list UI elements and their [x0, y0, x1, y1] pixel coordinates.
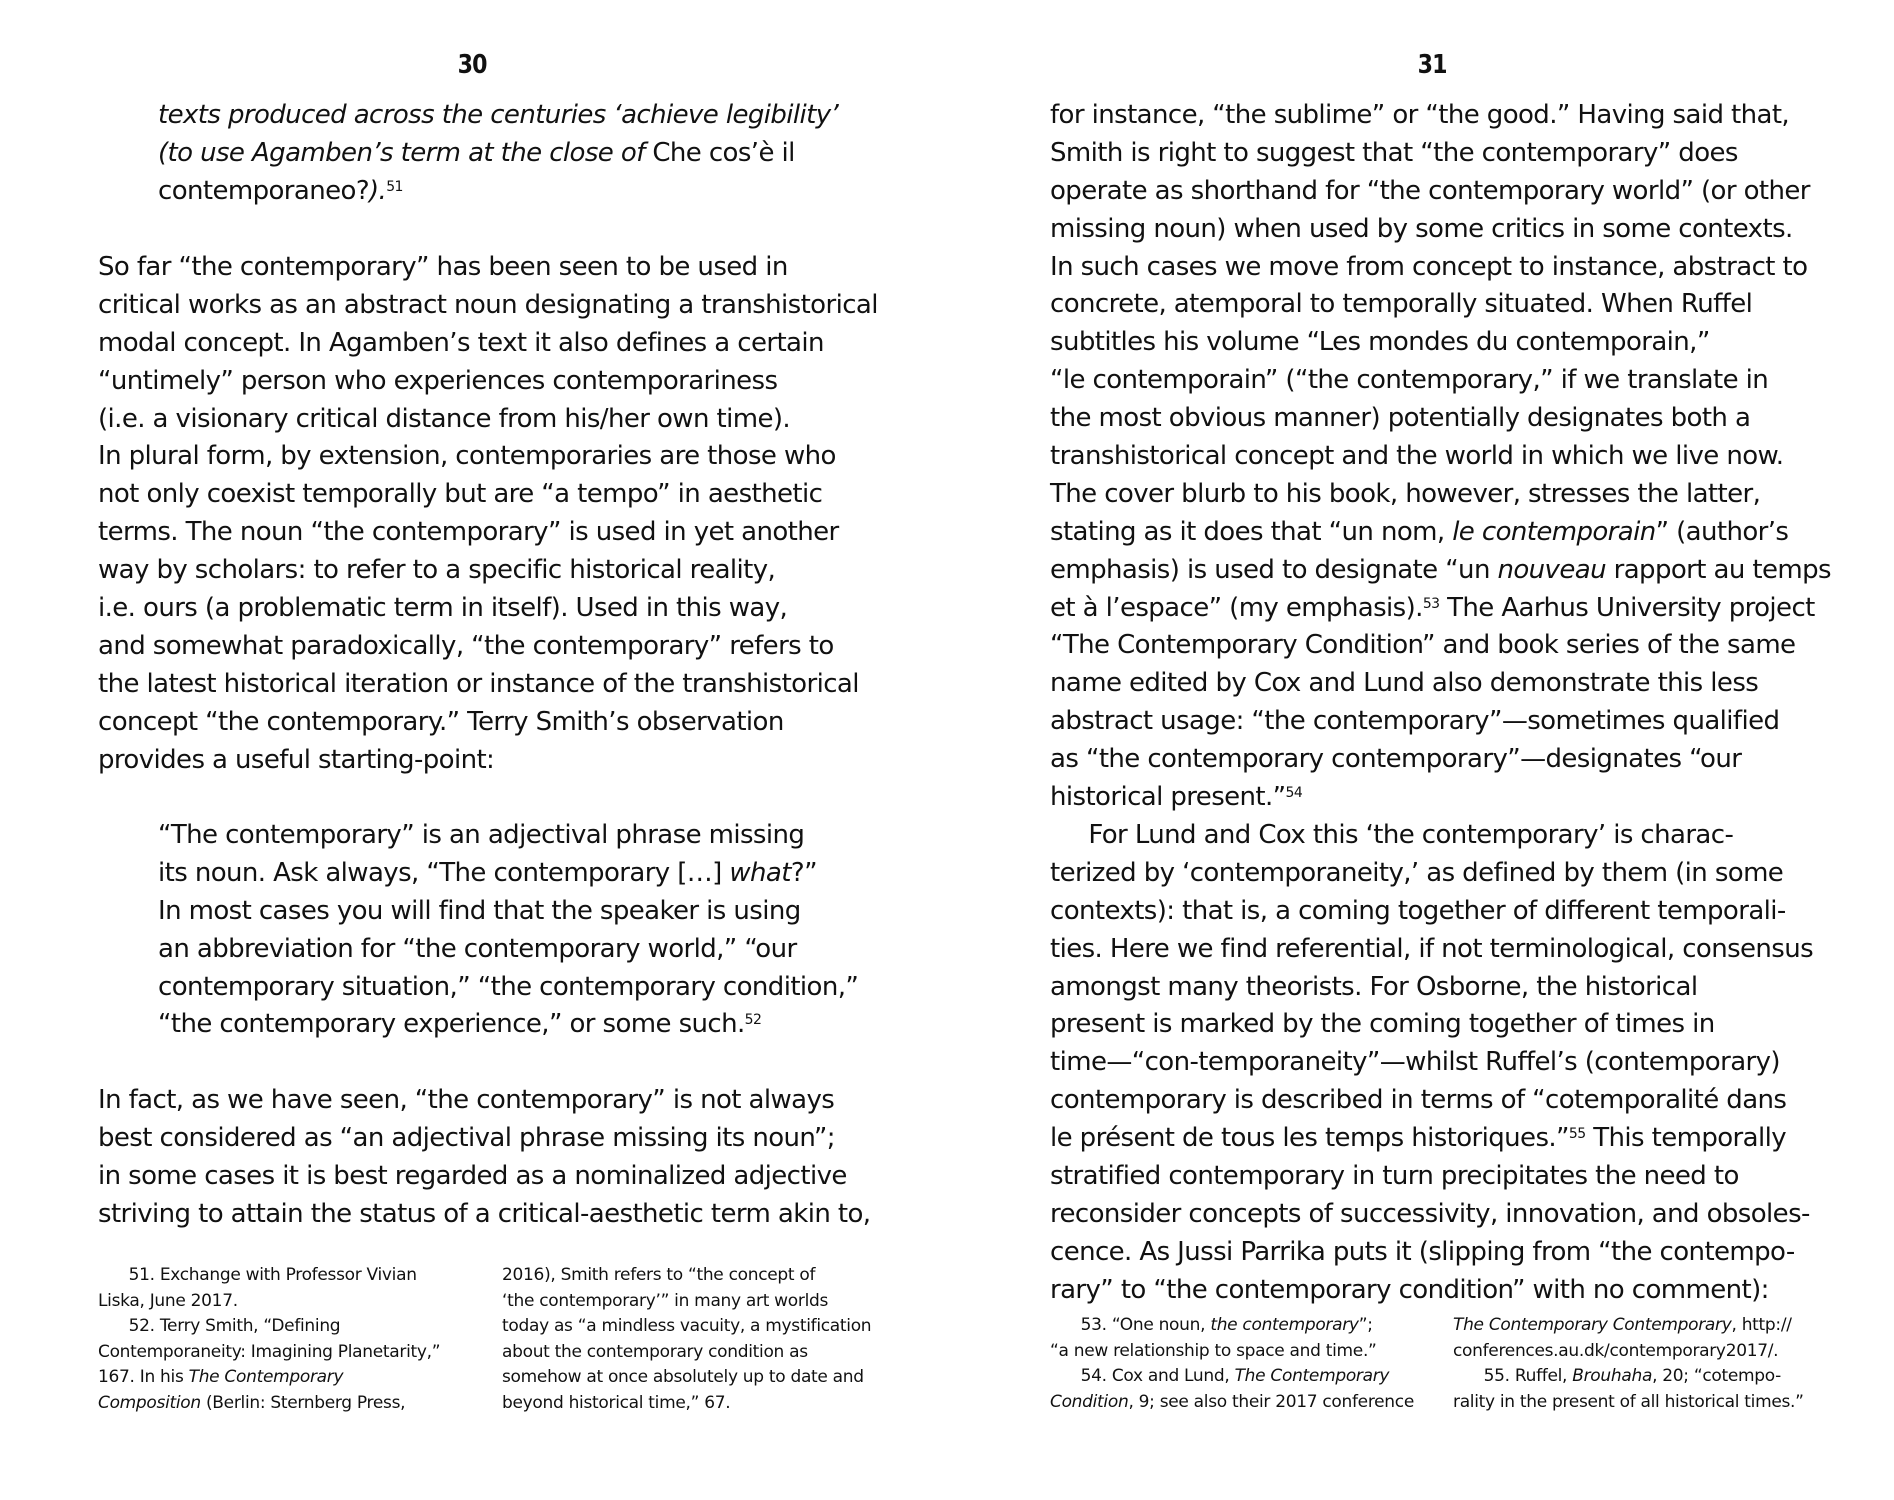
page-number: 31	[1417, 50, 1447, 80]
text-line: 53. “One noun, the contemporary”;	[1050, 1315, 1373, 1335]
text-line: subtitles his volume “Les mondes du contemporain,”	[1050, 327, 1710, 358]
text-line: For Lund and Cox this ‘the contemporary’ is charac-	[1050, 820, 1734, 850]
text-line: best considered as “an adjectival phrase missing its noun”;	[98, 1122, 835, 1153]
quote-continuation	[158, 97, 838, 211]
text-line: amongst many theorists. For Osborne, the historical	[1050, 971, 1698, 1002]
text-line: 2016), Smith refers to “the concept of	[502, 1265, 816, 1285]
text-line: ‘the contemporary’” in many art worlds	[502, 1290, 829, 1311]
text-line: 52. Terry Smith, “Defining	[98, 1316, 341, 1336]
text-line: not only coexist temporally but are “a tempo” in aesthetic	[98, 479, 823, 510]
text-line: Smith is right to suggest that “the contemporary” does	[1050, 137, 1738, 168]
text-line: terms. The noun “the contemporary” is used in yet another	[98, 517, 839, 548]
text-line: stratified contemporary in turn precipitates the need to	[1050, 1161, 1739, 1192]
text-line: (i.e. a visionary critical distance from his/her own time).	[98, 403, 791, 434]
text-line: missing noun) when used by some critics in some contexts.	[1050, 213, 1793, 244]
text-line: In most cases you will find that the speaker is using	[158, 895, 801, 926]
text-line: the latest historical iteration or instance of the transhistorical	[98, 668, 859, 699]
text-line: an abbreviation for “the contemporary world,” “our	[158, 933, 797, 964]
footnote-ref: 55	[1568, 1126, 1586, 1143]
text-line: Liska, June 2017.	[98, 1290, 238, 1311]
paragraph	[98, 249, 878, 779]
text-line: Contemporaneity: Imagining Planetarity,”	[98, 1341, 441, 1362]
paragraph	[98, 1082, 870, 1234]
text-line: contemporary is described in terms of “cotemporalité dans	[1050, 1085, 1787, 1116]
text-line: emphasis) is used to designate “un nouveau rapport au temps	[1050, 554, 1831, 585]
text-line: about the contemporary condition as	[502, 1341, 808, 1362]
block-quote	[158, 817, 858, 1044]
text-line: beyond historical time,” 67.	[502, 1392, 731, 1413]
text-line: i.e. ours (a problematic term in itself). Used in this way,	[98, 593, 788, 624]
text-line: rary” to “the contemporary condition” with no comment):	[1050, 1274, 1769, 1305]
text-line: conferences.au.dk/contemporary2017/.	[1453, 1340, 1779, 1361]
text-line: terized by ‘contemporaneity,’ as defined by them (in some	[1050, 857, 1784, 888]
text-line: contemporaneo?).$^{51}$	[158, 175, 403, 206]
text-line: modal concept. In Agamben’s text it also defines a certain	[98, 327, 824, 358]
text-line: abstract usage: “the contemporary”—sometimes qualified	[1050, 706, 1780, 737]
text-line: The cover blurb to his book, however, stresses the latter,	[1050, 478, 1761, 509]
footnote-ref: 53	[1422, 595, 1440, 612]
text-line: In fact, as we have seen, “the contemporary” is not always	[98, 1085, 835, 1115]
text-line: somehow at once absolutely up to date and	[502, 1367, 864, 1387]
text-line: contexts): that is, a coming together of different temporali-	[1050, 895, 1786, 926]
footnotes-column-1	[1050, 1313, 1414, 1415]
text-line: contemporary situation,” “the contemporary condition,”	[158, 971, 859, 1002]
footnotes-column-2	[502, 1263, 902, 1416]
footnotes-column-1	[98, 1263, 458, 1416]
text-line: “The contemporary” is an adjectival phrase missing	[158, 820, 805, 850]
text-line: In such cases we move from concept to instance, abstract to	[1050, 251, 1808, 282]
text-line: le présent de tous les temps historiques.”$^{55}$ This temporally	[1050, 1123, 1786, 1154]
text-line: historical present.”$^{54}$	[1050, 782, 1303, 813]
text-line: “untimely” person who experiences contemporariness	[98, 365, 778, 396]
footnote-ref: 51	[386, 178, 403, 195]
text-line: stating as it does that “un nom, le contemporain” (author’s	[1050, 516, 1789, 547]
text-line: the most obvious manner) potentially designates both a	[1050, 403, 1751, 434]
text-line: operate as shorthand for “the contemporary world” (or other	[1050, 175, 1810, 206]
text-line: In plural form, by extension, contemporaries are those who	[98, 441, 836, 472]
text-line: concept “the contemporary.” Terry Smith’s observation	[98, 706, 784, 737]
text-line: rality in the present of all historical times.”	[1453, 1391, 1804, 1412]
paragraph	[1050, 97, 1831, 817]
text-line: 167. In his The Contemporary	[98, 1367, 344, 1387]
text-line: present is marked by the coming together of times in	[1050, 1009, 1715, 1040]
text-line: Condition, 9; see also their 2017 conference	[1050, 1391, 1414, 1412]
text-line: “The Contemporary Condition” and book series of the same	[1050, 630, 1796, 661]
text-line: transhistorical concept and the world in which we live now.	[1050, 441, 1784, 472]
text-line: name edited by Cox and Lund also demonstrate this less	[1050, 668, 1759, 699]
text-line: as “the contemporary contemporary”—designates “our	[1050, 744, 1742, 775]
text-line: cence. As Jussi Parrika puts it (slipping from “the contempo-	[1050, 1236, 1795, 1267]
text-line: “le contemporain” (“the contemporary,” if we translate in	[1050, 365, 1769, 396]
text-line: 54. Cox and Lund, The Contemporary	[1050, 1366, 1390, 1386]
text-line: (to use Agamben’s term at the close of Che cos’è il	[158, 137, 795, 168]
footnote-ref: 52	[744, 1012, 762, 1029]
paragraph	[1050, 817, 1813, 1310]
text-line: ties. Here we find referential, if not terminological, consensus	[1050, 933, 1814, 964]
text-line: in some cases it is best regarded as a nominalized adjective	[98, 1160, 847, 1191]
text-line: provides a useful starting-point:	[98, 744, 495, 775]
text-line: 51. Exchange with Professor Vivian	[98, 1265, 417, 1285]
text-line: “the contemporary experience,” or some such.$^{52}$	[158, 1009, 762, 1040]
page-number: 30	[457, 50, 487, 80]
text-line: concrete, atemporal to temporally situated. When Ruffel	[1050, 289, 1753, 320]
text-line: texts produced across the centuries ‘achieve legibility’	[158, 100, 839, 130]
text-line: The Contemporary Contemporary, http://	[1453, 1315, 1792, 1335]
footnotes-column-2	[1453, 1313, 1853, 1415]
right-page	[947, 0, 1894, 1500]
text-line: critical works as an abstract noun designating a transhistorical	[98, 289, 878, 320]
text-line: its noun. Ask always, “The contemporary […] what?”	[158, 857, 817, 888]
text-line: reconsider concepts of successivity, innovation, and obsoles-	[1050, 1198, 1810, 1229]
footnote-ref: 54	[1285, 785, 1303, 802]
text-line: 55. Ruffel, Brouhaha, 20; “cotempo-	[1453, 1366, 1782, 1386]
text-line: way by scholars: to refer to a specific historical reality,	[98, 555, 776, 586]
text-line: striving to attain the status of a critical-aesthetic term akin to,	[98, 1198, 871, 1229]
text-line: et à l’espace” (my emphasis).$^{53}$ The Aarhus University project	[1050, 592, 1815, 623]
text-line: “a new relationship to space and time.”	[1050, 1340, 1377, 1361]
text-line: for instance, “the sublime” or “the good.” Having said that,	[1050, 100, 1790, 130]
text-line: today as “a mindless vacuity, a mystification	[502, 1316, 872, 1336]
text-line: time—“con-temporaneity”—whilst Ruffel’s (contemporary)	[1050, 1047, 1780, 1078]
text-line: Composition (Berlin: Sternberg Press,	[98, 1392, 406, 1413]
text-line: So far “the contemporary” has been seen to be used in	[98, 252, 788, 282]
text-line: and somewhat paradoxically, “the contemporary” refers to	[98, 630, 834, 661]
